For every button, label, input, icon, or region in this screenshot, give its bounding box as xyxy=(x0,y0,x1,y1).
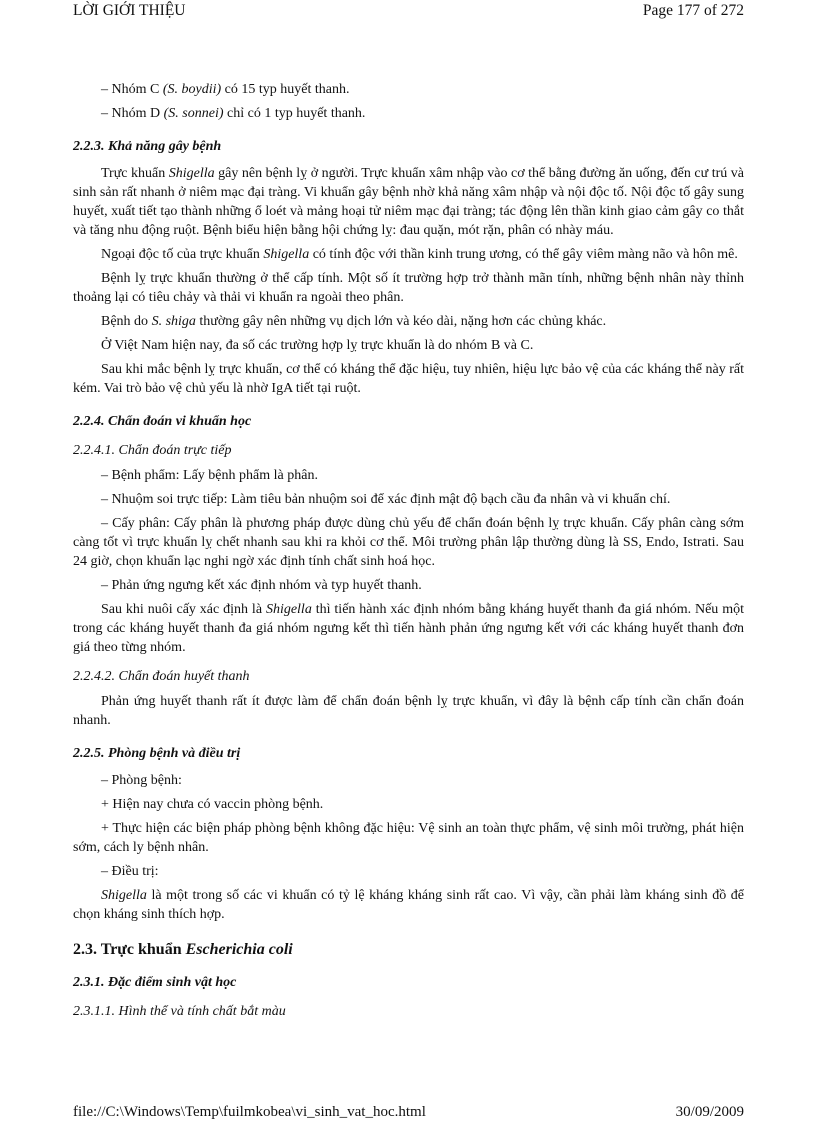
paragraph: Sau khi nuôi cấy xác định là Shigella thì tiến hành xác định nhóm bằng kháng huyết thanh đa giá nhóm. Nếu một trong các kháng huyết thanh đa giá nhóm ngưng kết thì tiến hành phản ứng ngưng kết với các kháng huyết thanh đơn giá theo từng nhóm. xyxy=(73,602,744,655)
section-heading-2-3-1: 2.3.1. Đặc điểm sinh vật học xyxy=(73,975,237,990)
header-title: LỜI GIỚI THIỆU xyxy=(73,2,186,19)
section-heading-2-2-4: 2.2.4. Chẩn đoán vi khuẩn học xyxy=(73,414,252,429)
list-item: + Hiện nay chưa có vaccin phòng bệnh. xyxy=(101,797,324,812)
section-heading-2-2-5: 2.2.5. Phòng bệnh và điều trị xyxy=(73,746,241,761)
paragraph: Bệnh lỵ trực khuẩn thường ở thể cấp tính. Một số ít trường hợp trở thành mãn tính, những bệnh nhân này thỉnh thoảng lại có tiêu chảy và thải vi khuẩn ra ngoài theo phân. xyxy=(73,271,744,305)
list-item: – Cấy phân: Cấy phân là phương pháp được dùng chủ yếu để chẩn đoán bệnh lỵ trực khuẩn. Cấy phân càng sớm càng tốt vì trực khuẩn lỵ chết nhanh sau khi ra khỏi cơ thể. Môi trường phân lập thường dùng là SS, Endo, Istrati. Sau 24 giờ, chọn khuẩn lạc nghi ngờ xác định tính chất sinh hoá học. xyxy=(73,516,744,569)
list-item: – Phòng bệnh: xyxy=(101,773,182,788)
document-body xyxy=(73,80,744,1027)
paragraph: Trực khuẩn Shigella gây nên bệnh lỵ ở người. Trực khuẩn xâm nhập vào cơ thể bằng đường ăn uống, đến cư trú và sinh sản rất nhanh ở niêm mạc đại tràng. Vi khuẩn gây bệnh nhờ khả năng xâm nhập và nội độc tố. Nội độc tố gây sung huyết, xuất tiết tạo thành những ổ loét và mảng hoại tử niêm mạc đại tràng; tác động lên thần kinh giao cảm gây co thắt và tăng nhu động ruột. Bệnh biểu hiện bằng hội chứng lỵ: đau quặn, mót rặn, phân có nhày máu. xyxy=(73,166,744,238)
paragraph: Sau khi mắc bệnh lỵ trực khuẩn, cơ thể có kháng thể đặc hiệu, tuy nhiên, hiệu lực bảo vệ của các kháng thể này rất kém. Vai trò bảo vệ chủ yếu là nhờ IgA tiết tại ruột. xyxy=(73,362,744,396)
list-item: + Thực hiện các biện pháp phòng bệnh không đặc hiệu: Vệ sinh an toàn thực phẩm, vệ sinh môi trường, phát hiện sớm, cách ly bệnh nhân. xyxy=(73,821,744,855)
paragraph: Bệnh do S. shiga thường gây nên những vụ dịch lớn và kéo dài, nặng hơn các chủng khác. xyxy=(101,314,607,329)
footer-file-path: file://C:\Windows\Temp\fuilmkobea\vi_sinh_vat_hoc.html xyxy=(73,1104,426,1120)
list-item: – Nhuộm soi trực tiếp: Làm tiêu bản nhuộm soi để xác định mật độ bạch cầu đa nhân và vi khuẩn chí. xyxy=(101,492,671,507)
subsection-heading-2-3-1-1: 2.3.1.1. Hình thể và tính chất bắt màu xyxy=(73,1004,286,1019)
list-item: – Điều trị: xyxy=(101,864,159,879)
page-indicator: Page 177 of 272 xyxy=(642,2,744,19)
group-d-line: – Nhóm D (S. sonnei) chỉ có 1 typ huyết thanh. xyxy=(101,106,366,121)
group-c-line: – Nhóm C (S. boydii) có 15 typ huyết thanh. xyxy=(101,82,350,97)
section-heading-2-2-3: 2.2.3. Khả năng gây bệnh xyxy=(73,139,222,154)
section-heading-2-3: 2.3. Trực khuẩn Escherichia coli xyxy=(73,941,293,958)
subsection-heading-2-2-4-1: 2.2.4.1. Chẩn đoán trực tiếp xyxy=(73,443,232,458)
list-item: – Phản ứng ngưng kết xác định nhóm và typ huyết thanh. xyxy=(101,578,422,593)
list-item: – Bệnh phẩm: Lấy bệnh phẩm là phân. xyxy=(101,468,318,483)
paragraph: Shigella là một trong số các vi khuẩn có tỷ lệ kháng kháng sinh rất cao. Vì vậy, cần phải làm kháng sinh đồ để chọn kháng sinh thích hợp. xyxy=(73,888,744,922)
paragraph: Ở Việt Nam hiện nay, đa số các trường hợp lỵ trực khuẩn là do nhóm B và C. xyxy=(101,338,534,353)
footer-date: 30/09/2009 xyxy=(675,1104,744,1120)
subsection-heading-2-2-4-2: 2.2.4.2. Chẩn đoán huyết thanh xyxy=(73,669,250,684)
paragraph: Ngoại độc tố của trực khuẩn Shigella có tính độc với thần kinh trung ương, có thể gây viêm màng não và hôn mê. xyxy=(101,247,738,262)
paragraph: Phản ứng huyết thanh rất ít được làm để chẩn đoán bệnh lỵ trực khuẩn, vì đây là bệnh cấp tính cần chẩn đoán nhanh. xyxy=(73,694,744,728)
